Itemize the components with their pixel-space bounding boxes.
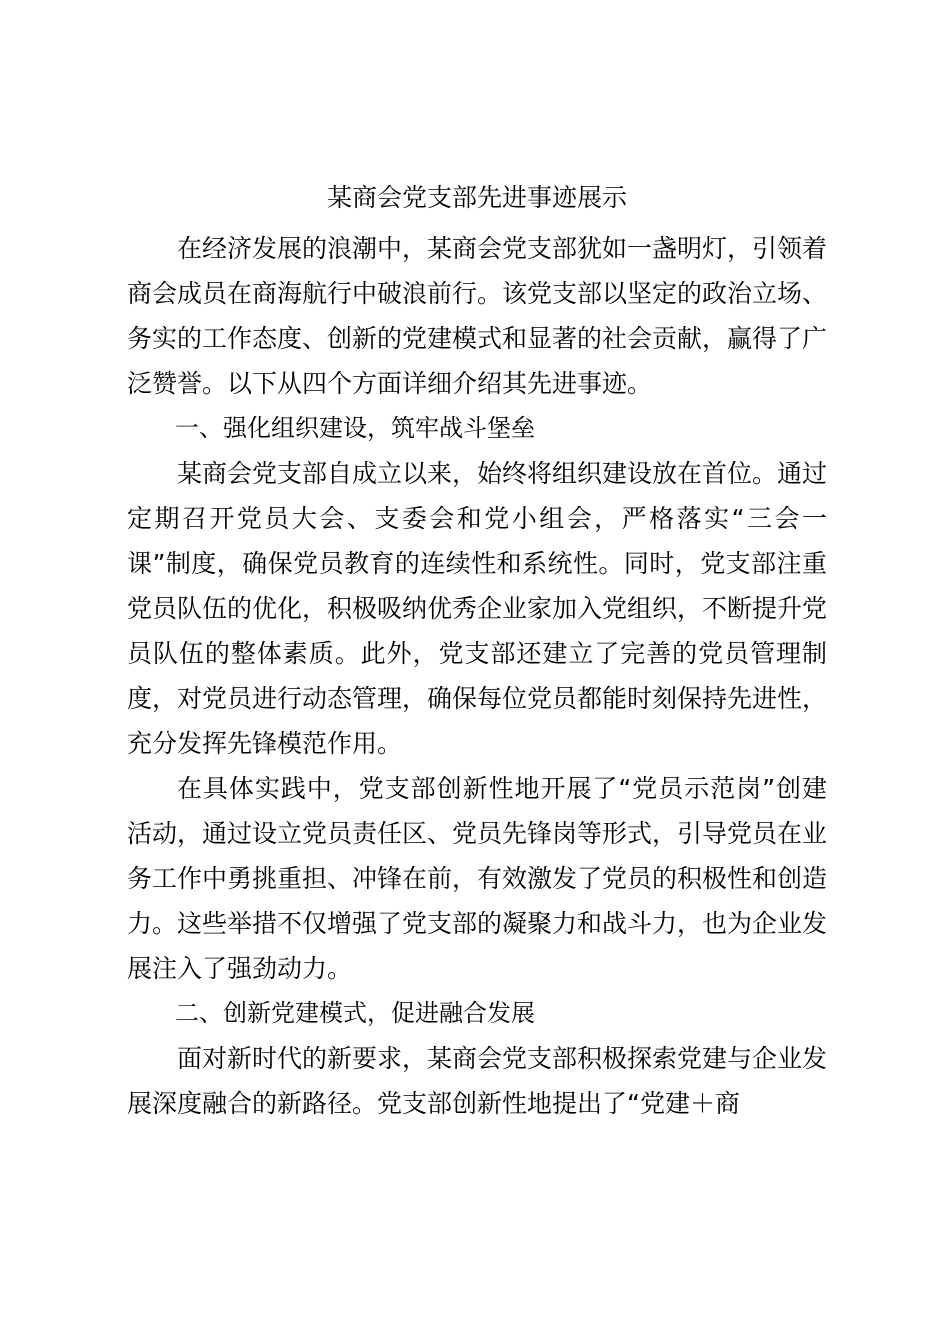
section-1-paragraph-2: 在具体实践中，党支部创新性地开展了“党员示范岗”创建活动，通过设立党员责任区、党员先锋岗等形式，引导党员在业务工作中勇挑重担、冲锋在前，有效激发了党员的积极性和创造力。这些举措不仅增强了党支部的凝聚力和战斗力，也为企业发展注入了强劲动力。	[127, 774, 828, 983]
document-title: 某商会党支部先进事迹展示	[326, 183, 627, 212]
section-heading-1: 一、强化组织建设，筑牢战斗堡垒	[175, 414, 535, 442]
section-1-paragraph-1: 某商会党支部自成立以来，始终将组织建设放在首位。通过定期召开党员大会、支委会和党小组会，严格落实“三会一课”制度，确保党员教育的连续性和系统性。同时，党支部注重党员队伍的优化，积极吸纳优秀企业家加入党组织，不断提升党员队伍的整体素质。此外，党支部还建立了完善的党员管理制度，对党员进行动态管理，确保每位党员都能时刻保持先进性，充分发挥先锋模范作用。	[127, 459, 828, 758]
section-heading-2: 二、创新党建模式，促进融合发展	[175, 999, 535, 1027]
intro-paragraph: 在经济发展的浪潮中，某商会党支部犹如一盏明灯，引领着商会成员在商海航行中破浪前行。该党支部以坚定的政治立场、务实的工作态度、创新的党建模式和显著的社会贡献，赢得了广泛赞誉。以下从四个方面详细介绍其先进事迹。	[127, 234, 828, 398]
document-body	[127, 176, 827, 1126]
section-2-paragraph-1: 面对新时代的新要求，某商会党支部积极探索党建与企业发展深度融合的新路径。党支部创新性地提出了“党建＋商	[127, 1044, 828, 1118]
